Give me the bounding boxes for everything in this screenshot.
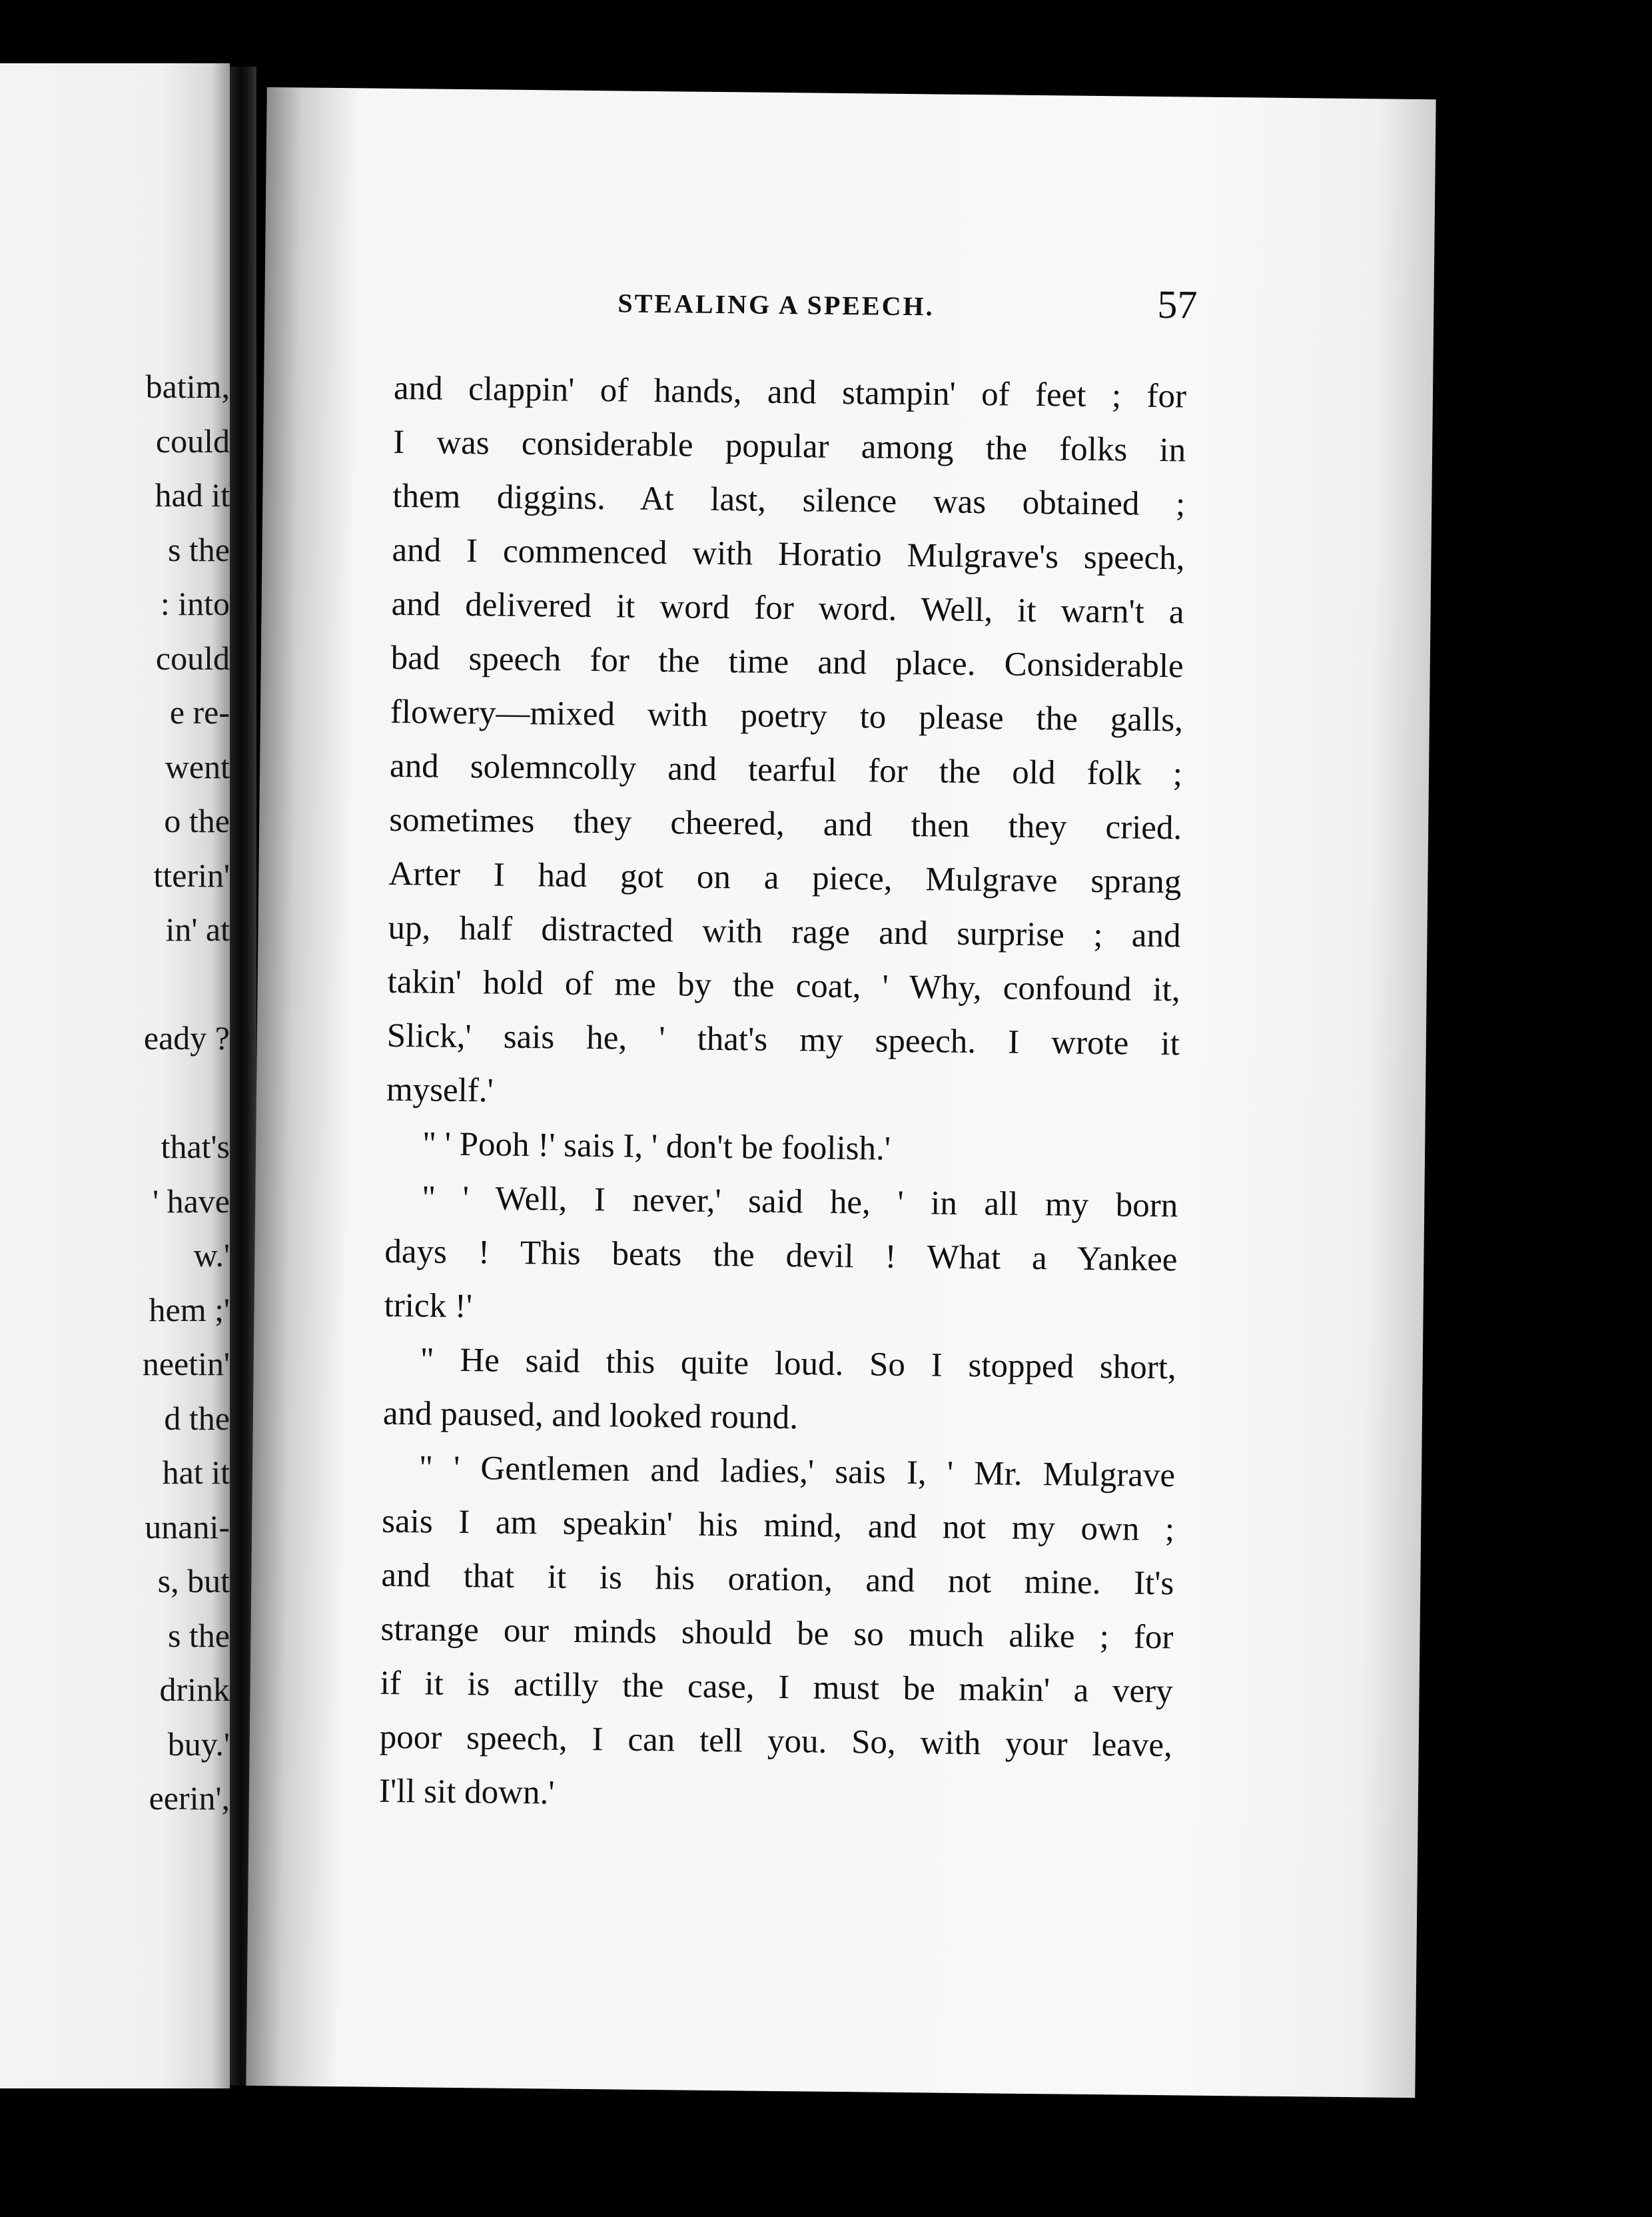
text-line: takin' hold of me by the coat, ' Why, confound it, <box>387 963 1180 1009</box>
left-page-line-fragment: s, but <box>157 1562 230 1599</box>
left-page-line-fragment: could <box>155 639 230 677</box>
text-line: if it is actilly the case, I must be makin' a very <box>380 1664 1173 1711</box>
text-line: Slick,' sais he, ' that's my speech. I wrote it <box>386 1017 1180 1063</box>
previous-page-fragment <box>0 63 230 2088</box>
left-page-line-fragment: o the <box>164 802 230 839</box>
book-page-57 <box>246 87 1436 2098</box>
text-line: strange our minds should be so much alike ; for <box>380 1610 1174 1657</box>
page-number: 57 <box>1157 282 1198 327</box>
text-line: " He said this quite loud. So I stopped short, <box>420 1341 1176 1387</box>
left-page-line-fragment: hem ;' <box>149 1290 230 1328</box>
text-line: up, half distracted with rage and surprise ; and <box>388 909 1181 955</box>
left-page-line-fragment: ' have <box>153 1182 230 1220</box>
text-line: and clappin' of hands, and stampin' of feet ; for <box>393 369 1187 416</box>
text-line: and paused, and looked round. <box>382 1394 799 1437</box>
text-line: trick !' <box>384 1286 473 1326</box>
left-page-line-fragment: tterin' <box>153 856 230 894</box>
left-page-line-fragment: d the <box>164 1399 230 1437</box>
left-page-line-fragment: s the <box>167 530 230 568</box>
left-page-line-fragment: had it <box>155 476 230 514</box>
left-page-line-fragment: in' at <box>165 911 230 948</box>
text-line: them diggins. At last, silence was obtained ; <box>392 477 1186 524</box>
page-body-text <box>379 362 1187 1827</box>
left-page-line-fragment: : into <box>160 585 230 622</box>
left-page-line-fragment: drink <box>159 1671 230 1708</box>
text-line: bad speech for the time and place. Considerable <box>390 639 1184 685</box>
text-line: " ' Pooh !' sais I, ' don't be foolish.' <box>422 1125 891 1168</box>
text-line: sais I am speakin' his mind, and not my own ; <box>381 1502 1175 1549</box>
text-line: poor speech, I can tell you. So, with your leave, <box>379 1718 1173 1765</box>
left-page-line-fragment: neetin' <box>142 1345 230 1382</box>
left-page-line-fragment: could <box>155 422 230 460</box>
text-line: and delivered it word for word. Well, it warn't a <box>391 585 1184 632</box>
left-page-line-fragment: hat it <box>162 1454 230 1491</box>
running-head: STEALING A SPEECH. <box>618 288 935 322</box>
left-page-line-fragment: that's <box>161 1128 230 1165</box>
left-page-line-fragment: batim, <box>145 368 230 405</box>
text-line: Arter I had got on a piece, Mulgrave sprang <box>388 855 1182 901</box>
text-line: sometimes they cheered, and then they cried. <box>388 801 1182 847</box>
text-line: " ' Well, I never,' said he, ' in all my born <box>422 1179 1178 1225</box>
left-page-line-fragment: went <box>165 747 230 785</box>
text-line: myself.' <box>386 1071 494 1110</box>
text-line: I'll sit down.' <box>378 1772 555 1812</box>
text-line: and I commenced with Horatio Mulgrave's speech, <box>392 531 1185 578</box>
text-line: and solemncolly and tearful for the old folk ; <box>389 747 1183 793</box>
left-page-line-fragment: e re- <box>169 693 230 731</box>
text-line: " ' Gentlemen and ladies,' sais I, ' Mr. Mulgrave <box>418 1449 1176 1495</box>
text-line: days ! This beats the devil ! What a Yankee <box>384 1232 1178 1279</box>
left-page-line-fragment: s the <box>167 1616 230 1654</box>
text-line: I was considerable popular among the folks in <box>392 423 1186 470</box>
left-page-line-fragment: eady ? <box>143 1019 230 1057</box>
text-line: flowery—mixed with poetry to please the galls, <box>390 693 1184 739</box>
left-page-line-fragment: unani- <box>145 1508 230 1546</box>
left-page-line-fragment: eerin', <box>149 1779 230 1817</box>
text-line: and that it is his oration, and not mine. It's <box>381 1556 1174 1603</box>
left-page-line-fragment: w.' <box>193 1236 230 1274</box>
left-page-line-fragment: buy.' <box>167 1725 230 1763</box>
